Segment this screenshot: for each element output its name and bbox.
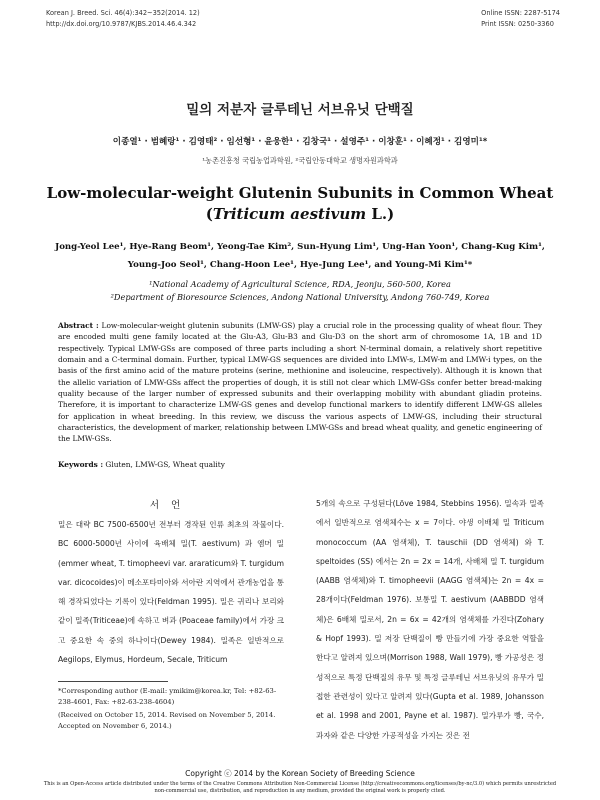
keywords [58, 460, 542, 469]
english-title-line1: Low-molecular-weight Glutenin Subunits in Common Wheat [46, 184, 554, 202]
abstract-text: Low-molecular-weight glutenin subunits (LMW-GS) play a crucial role in the processing quality of wheat flour. They are encoded multi gene family located at the Glu-A3, Glu-B3 and Glu-D3 on the short arm of chromosome 1A, 1B and 1D respectively. Typical LMW-GSs are composed of three parts including a short N-terminal domain, a relatively short repetitive domain and a C-terminal domain. Further, typical LMW-GS sequences are divided into LMW-s, LMW-m and LMW-i types, on the basis of the first amino acid of the mature proteins (serine, methionine and isoleucine, respectively). Although it is known that the allelic variation of LMW-GSs affect the properties of dough, it is still not clear which LMW-GSs confer better bread-making quality because of the larger number of expressed subunits and their overlapping mobility with abundant gliadin proteins. Therefore, it is important to characterize LMW-GS genes and develop functional markers to identify different LMW-GS alleles for application in wheat breeding. In this review, we discuss the various aspects of LMW-GS, including their structural characteristics, the development of marker, relationship between LMW-GSs and bread wheat quality, and genetic engineering of the LMW-GSs. [58, 321, 543, 444]
abstract [58, 320, 542, 445]
online-issn: Online ISSN: 2287-5174 [481, 9, 560, 17]
received-dates: (Received on October 15, 2014. Revised on November 5, 2014. Accepted on November 6, 2014.) [58, 711, 276, 731]
license-notice: This is an Open-Access article distributed under the terms of the Creative Commons Attribution Non-Commercial License (http://creativecommons.org/licenses/by-nc/3.0) which permits unrestricted non-commercial use, distribution, and reproduction in any medium, provided the original work is properly cited. [43, 781, 557, 794]
copyright-notice: Copyright ⓒ 2014 by the Korean Society of Breeding Science [185, 769, 415, 778]
english-title [0, 183, 600, 225]
issn-header [481, 8, 560, 30]
journal-header [46, 8, 200, 30]
keywords-label: Keywords : [58, 460, 104, 469]
body-column-left: 밀은 대략 BC 7500-6500년 전부터 경작된 인류 최초의 작물이다. BC 6000-5000년 사이에 육배체 밀(T. aestivum) 과 엠머 밀(emmer wheat, T. timopheevi var. araraticum와 T. turgidum var. dicocoides)이 메소포타미아와 서아란 지역에서 관개농업을 통해 경작되었다는 기록이 있다(Feldman 1995). 밀은 귀리나 보리와 같이 밀족(Triticeae)에 속하고 벼과 (Poaceae family)에서 가장 크고 중요한 속 중의 하나이다(Dewey 1984). 밀족은 일반적으로 Aegilops, Elymus, Hordeum, Secale, Triticum [58, 520, 285, 665]
abstract-label: Abstract : [58, 321, 99, 330]
korean-authors: 이종열¹ · 범혜랑¹ · 김영태² · 임선형¹ · 윤웅한¹ · 김창국¹ · 설영주¹ · 이창훈¹ · 이혜정¹ · 김영미¹* [112, 137, 488, 147]
english-title-line2: (Triticum aestivum L.) [205, 205, 395, 223]
english-authors-line2: Young-Joo Seol¹, Chang-Hoon Lee¹, Hye-Jung Lee¹, and Young-Mi Kim¹* [127, 260, 473, 270]
affiliation-2: ²Department of Bioresource Sciences, Andong National University, Andong 760-749, Korea [110, 292, 490, 302]
corresponding-author-note: *Corresponding author (E-mail: ymikim@korea.kr, Tel: +82-63-238-4601, Fax: +82-63-238-4604) [58, 687, 277, 707]
english-authors-line1: Jong-Yeol Lee¹, Hye-Rang Beom¹, Yeong-Tae Kim², Sun-Hyung Lim¹, Ung-Han Yoon¹, Chang-Kug Kim¹, [55, 242, 545, 252]
affiliation-1: ¹National Academy of Agricultural Science, RDA, Jeonju, 560-500, Korea [149, 279, 451, 289]
english-authors [40, 238, 560, 274]
species-name: Triticum aestivum [212, 205, 367, 223]
english-affiliations [0, 278, 600, 304]
keywords-text: Gluten, LMW-GS, Wheat quality [103, 460, 225, 469]
journal-citation: Korean J. Breed. Sci. 46(4):342~352(2014. 12) [46, 9, 200, 17]
section-heading-introduction: 서언 [149, 500, 193, 511]
doi-link[interactable]: http://dx.doi.org/10.9787/KJBS.2014.46.4.342 [46, 20, 197, 28]
print-issn: Print ISSN: 0250-3360 [481, 20, 554, 28]
footnote-divider [58, 681, 168, 682]
korean-affiliations: ¹농촌진흥청 국립농업과학원, ²국립안동대학교 생명자원과학과 [202, 156, 398, 165]
body-column-right: 5개의 속으로 구성된다(Löve 1984, Stebbins 1956). 밀속과 밀족에서 일반적으로 염색체수는 x = 7이다. 야생 이배체 밀 Triticum monococcum (AA 염색체), T. tauschii (DD 염색체) 와 T. speltoides (SS) 에서는 2n = 2x = 14개, 사배체 밀 T. turgidum (AABB 염색체)와 T. timopheevii (AAGG 염색체)는 2n = 4x = 28개이다(Feldman 1976). 보통밀 T. aestivum (AABBDD 염색체)은 6배체 밀로서, 2n = 6x = 42개의 염색체를 가진다(Zohary & Hopf 1993). 밀 저장 단백질이 빵 만들기에 가장 중요한 역할을 한다고 알려져 있으며(Morrison 1988, Wall 1979), 빵 가공성은 정성적으로 특정 단백질의 유무 및 특정 글루테닌 서브유닛의 유무가 밀접한 관련성이 있다고 알려져 있다(Gupta et al. 1989, Johansson et al. 1998 and 2001, Payne et al. 1987). 밀가루가 빵, 국수, 과자와 같은 다양한 가공적성을 가지는 것은 전 [316, 499, 544, 740]
korean-title: 밀의 저분자 글루테닌 서브유닛 단백질 [186, 102, 414, 118]
